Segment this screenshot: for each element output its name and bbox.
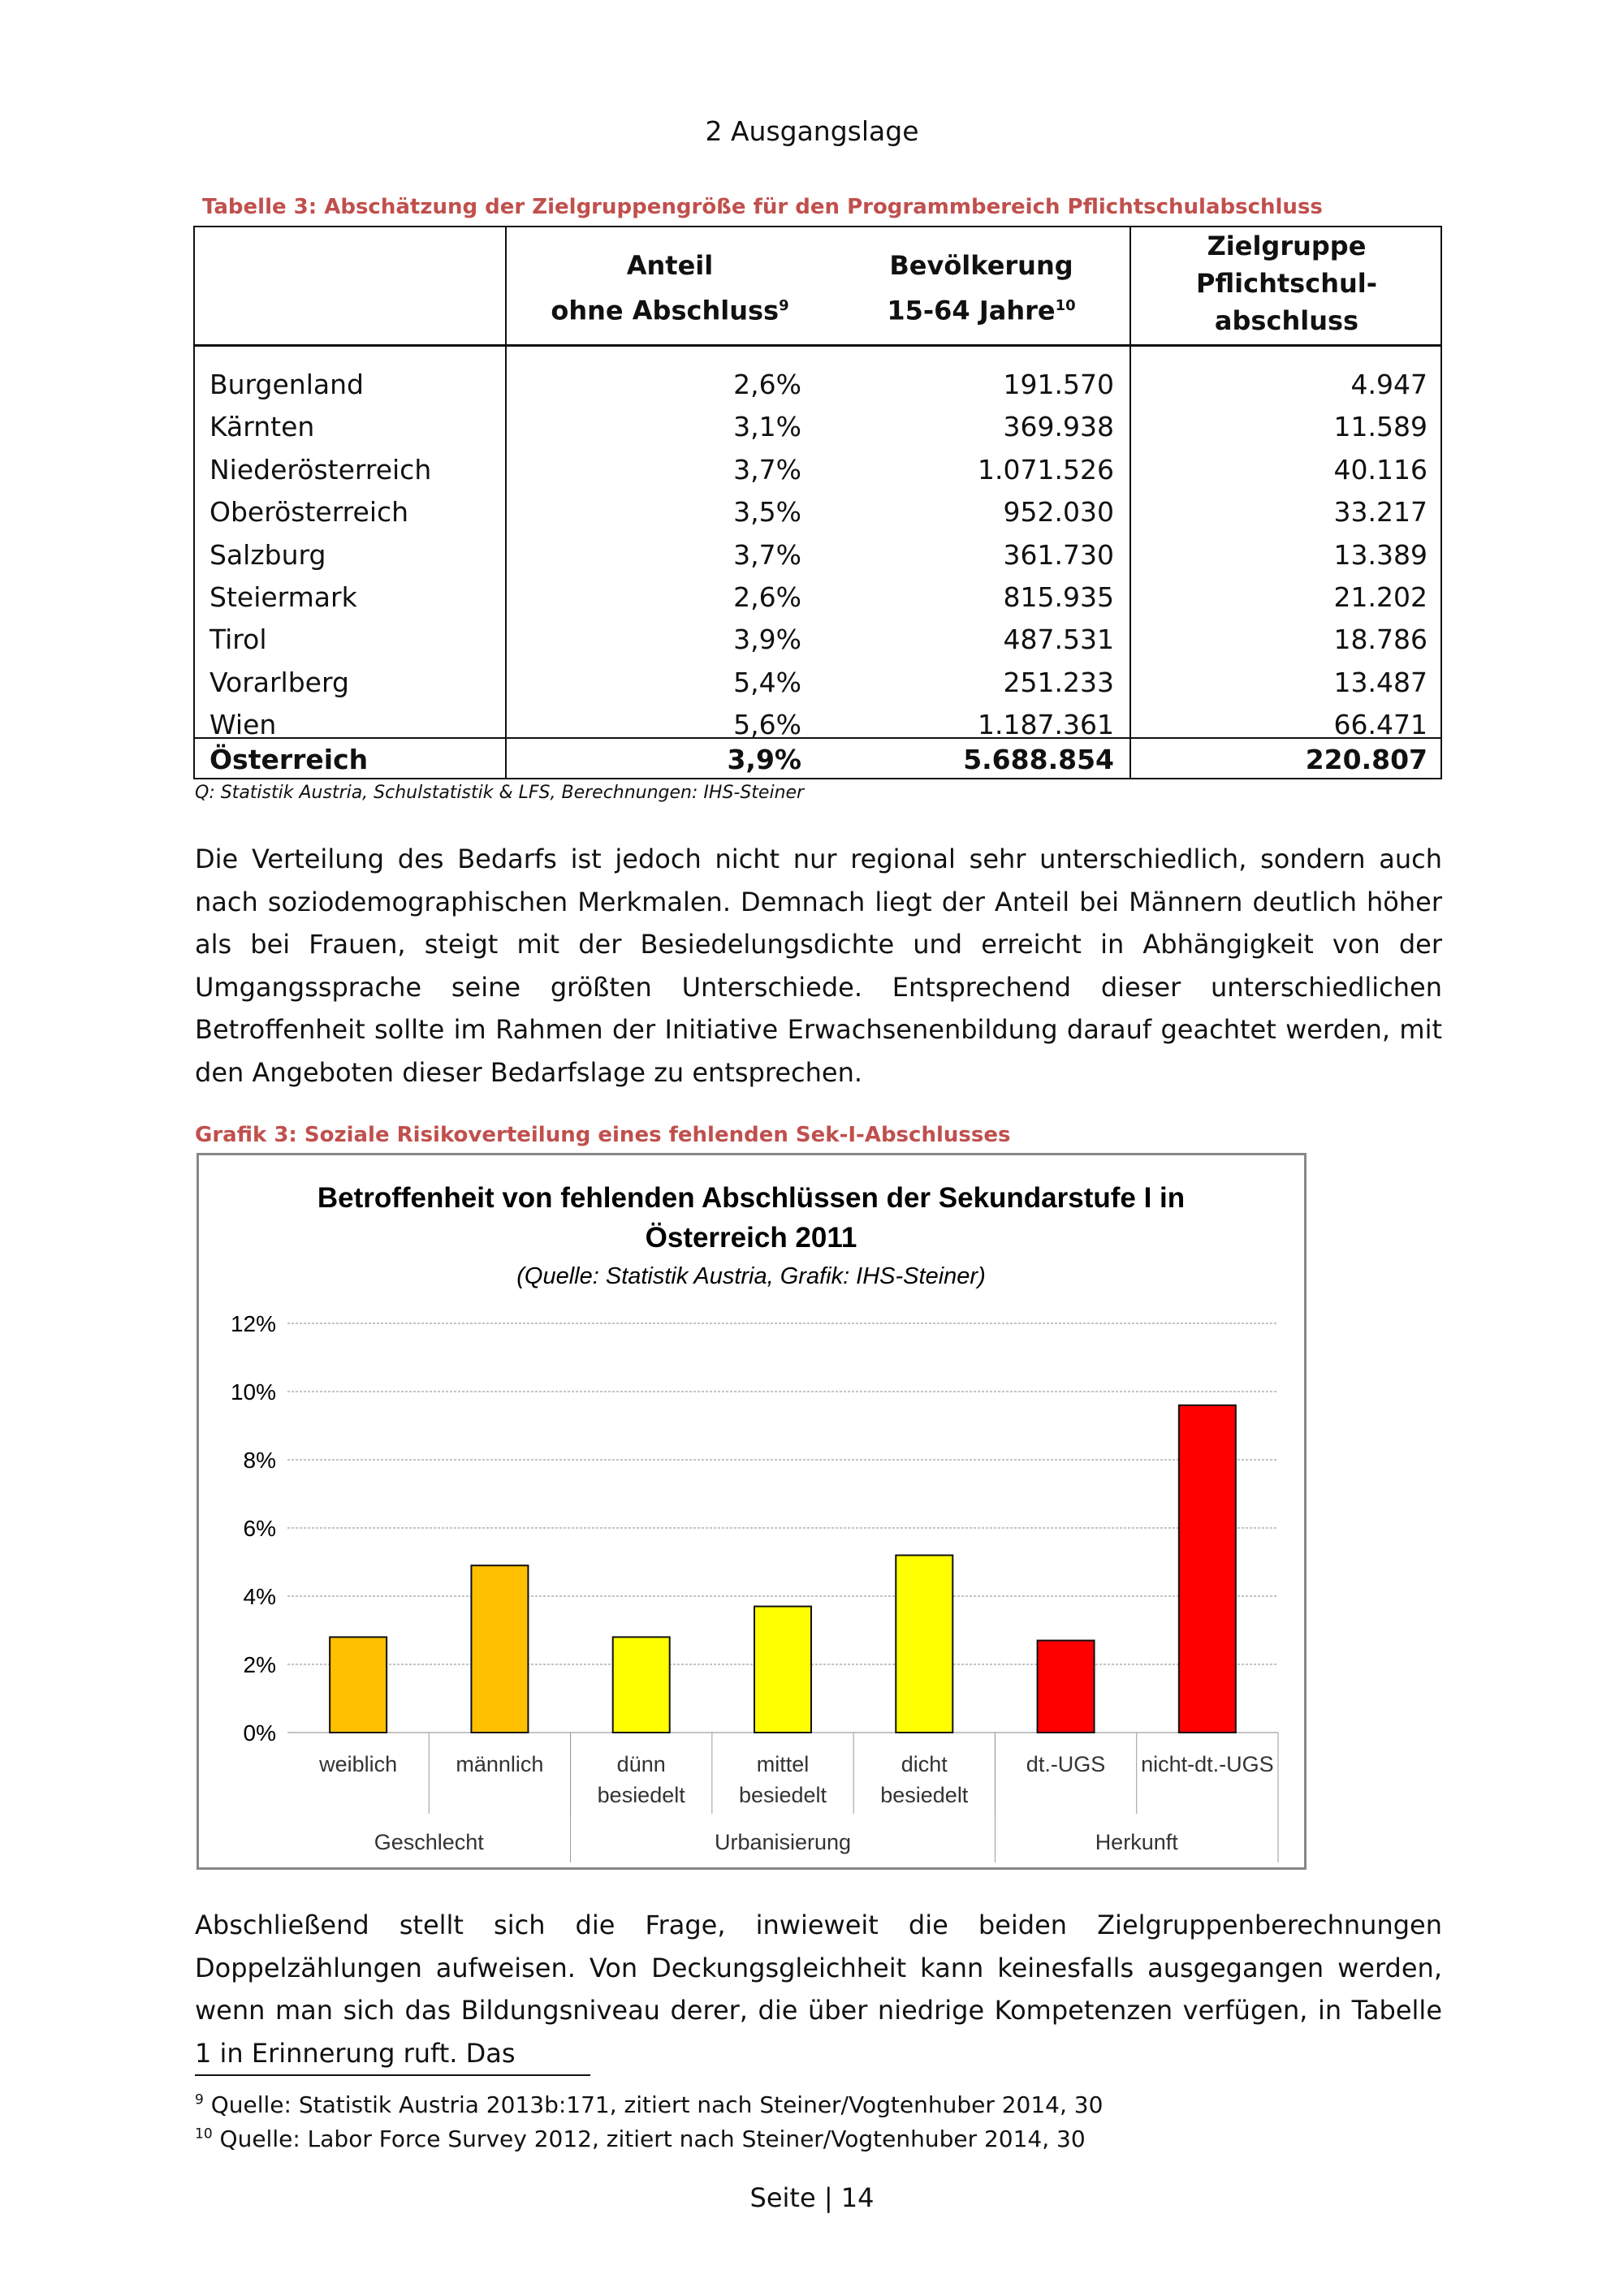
x-tick-label: dünn	[616, 1752, 666, 1776]
table-cell: Salzburg	[209, 538, 326, 571]
bar	[754, 1607, 811, 1733]
data-table	[193, 226, 1442, 779]
x-tick-label: besiedelt	[597, 1783, 685, 1807]
bar	[1038, 1641, 1095, 1733]
table-cell: 13.487	[1333, 666, 1427, 698]
table-row	[195, 534, 1440, 576]
table-cell: 66.471	[1333, 709, 1427, 741]
paragraph: Die Verteilung des Bedarfs ist jedoch nicht nur regional sehr unterschiedlich, sondern auch nach soziodemographischen Merkmalen. Demnach liegt der Anteil bei Männern deutlich höher als bei Frauen, steigt mit der Besiedelungsdichte und erreicht in Abhängigkeit von der Umgangssprache seine größten Unterschiede. Entsprechend dieser unterschiedlichen Betroffenheit sollte im Rahmen der Initiative Erwachsenenbildung darauf geachtet werden, mit den Angeboten dieser Bedarfslage zu entsprechen.	[195, 844, 1442, 1088]
table-row	[195, 619, 1440, 661]
table-cell: 5,6%	[733, 709, 801, 741]
table-cell: 815.935	[1003, 581, 1114, 613]
table-row	[195, 576, 1440, 619]
table-cell: 3,7%	[733, 538, 801, 571]
group-label: Urbanisierung	[714, 1830, 852, 1854]
x-tick-label: dicht	[901, 1752, 948, 1776]
x-tick-label: dt.-UGS	[1026, 1752, 1106, 1776]
bar	[1179, 1405, 1236, 1733]
table-cell: 487.531	[1003, 624, 1114, 656]
table-cell: Oberösterreich	[209, 496, 409, 529]
x-tick-label: mittel	[756, 1752, 810, 1776]
table-cell: 13.389	[1333, 538, 1427, 571]
table-cell: 33.217	[1333, 496, 1427, 529]
table-cell: 952.030	[1003, 496, 1114, 529]
col-header-bevoelkerung: Bevölkerung 15-64 Jahre$^{10}$	[887, 250, 1076, 326]
table-row	[195, 406, 1440, 448]
table-cell: 4.947	[1350, 369, 1427, 400]
table-cell: 21.202	[1333, 581, 1427, 613]
table-row	[195, 364, 1440, 406]
table-cell: 1.187.361	[978, 709, 1114, 741]
table-cell: 18.786	[1333, 624, 1427, 656]
table-cell: 5,4%	[733, 666, 801, 698]
x-tick-label: besiedelt	[738, 1783, 827, 1807]
col-header-zielgruppe: Zielgruppe Pflichtschul- abschluss	[1195, 231, 1377, 336]
group-label: Geschlecht	[374, 1830, 484, 1854]
table-cell: 3,5%	[733, 496, 801, 529]
x-tick-label: männlich	[456, 1752, 544, 1776]
table-cell: 2,6%	[733, 581, 801, 613]
bar	[330, 1637, 387, 1733]
table-cell: 191.570	[1003, 369, 1114, 400]
table-cell: 40.116	[1333, 453, 1427, 486]
table-cell: 2,6%	[733, 369, 801, 400]
y-tick-label: 4%	[243, 1584, 276, 1609]
table-cell: 1.071.526	[978, 453, 1114, 486]
table-row	[195, 662, 1440, 704]
table-cell: 3,1%	[733, 411, 801, 443]
table-cell: 369.938	[1003, 411, 1114, 443]
table-cell: Wien	[209, 709, 277, 741]
footnote-9: $^9$ Quelle: Statistik Austria 2013b:171, zitiert nach Steiner/Vogtenhuber 2014, 30	[195, 2091, 1104, 2118]
footnote-divider	[195, 2074, 590, 2076]
chart-subtitle: (Quelle: Statistik Austria, Grafik: IHS-Steiner)	[516, 1263, 986, 1289]
page-number: Seite | 14	[749, 2182, 875, 2213]
y-tick-label: 0%	[243, 1720, 276, 1746]
table-cell: 251.233	[1003, 666, 1114, 698]
col-header-anteil: Anteil ohne Abschluss$^9$	[551, 250, 789, 326]
footnote-10: $^{10}$ Quelle: Labor Force Survey 2012, zitiert nach Steiner/Vogtenhuber 2014, 30	[195, 2126, 1086, 2152]
table-row	[195, 449, 1440, 491]
table-row	[195, 491, 1440, 533]
bar-chart	[197, 1153, 1307, 1870]
figure-caption: Grafik 3: Soziale Risikoverteilung eines fehlenden Sek-I-Abschlusses	[195, 1123, 1011, 1147]
table-cell: 3,7%	[733, 453, 801, 486]
x-tick-label: nicht-dt.-UGS	[1141, 1752, 1274, 1776]
group-label: Herkunft	[1095, 1830, 1178, 1854]
table-caption: Tabelle 3: Abschätzung der Zielgruppengröße für den Programmbereich Pflichtschulabschluss	[202, 195, 1323, 219]
table-cell: Tirol	[209, 624, 267, 656]
y-tick-label: 6%	[243, 1516, 276, 1541]
table-cell: Vorarlberg	[209, 666, 349, 698]
table-cell: Steiermark	[209, 581, 357, 613]
y-tick-label: 10%	[230, 1379, 276, 1405]
x-tick-label: besiedelt	[880, 1783, 969, 1807]
chart-title: Betroffenheit von fehlenden Abschlüssen der Sekundarstufe I in	[317, 1182, 1186, 1214]
table-row-total: Österreich 3,9% 5.688.854 220.807	[209, 744, 1427, 775]
x-tick-label: weiblich	[319, 1752, 398, 1776]
table-source: Q: Statistik Austria, Schulstatistik & LFS, Berechnungen: IHS-Steiner	[195, 783, 805, 803]
y-tick-label: 12%	[230, 1311, 276, 1336]
table-cell: 11.589	[1333, 411, 1427, 443]
table-cell: 3,9%	[733, 624, 801, 656]
paragraph: Abschließend stellt sich die Frage, inwieweit die beiden Zielgruppenberechnungen Doppelzählungen aufweisen. Von Deckungsgleichheit kann keinesfalls ausgegangen werden, wenn man sich das Bildungsniveau derer, die über niedrige Kompetenzen verfügen, in Tabelle 1 in Erinnerung ruft. Das	[195, 1910, 1442, 2069]
y-tick-label: 2%	[243, 1652, 276, 1677]
bar	[613, 1637, 670, 1733]
bar	[896, 1556, 952, 1733]
table-cell: Burgenland	[209, 369, 364, 400]
bar	[471, 1565, 528, 1733]
chart-title-line2: Österreich 2011	[645, 1222, 857, 1254]
table-cell: Kärnten	[209, 411, 315, 443]
running-header: 2 Ausgangslage	[705, 115, 919, 147]
table-cell: 361.730	[1003, 538, 1114, 571]
table-cell: Niederösterreich	[209, 453, 432, 486]
y-tick-label: 8%	[243, 1448, 276, 1473]
